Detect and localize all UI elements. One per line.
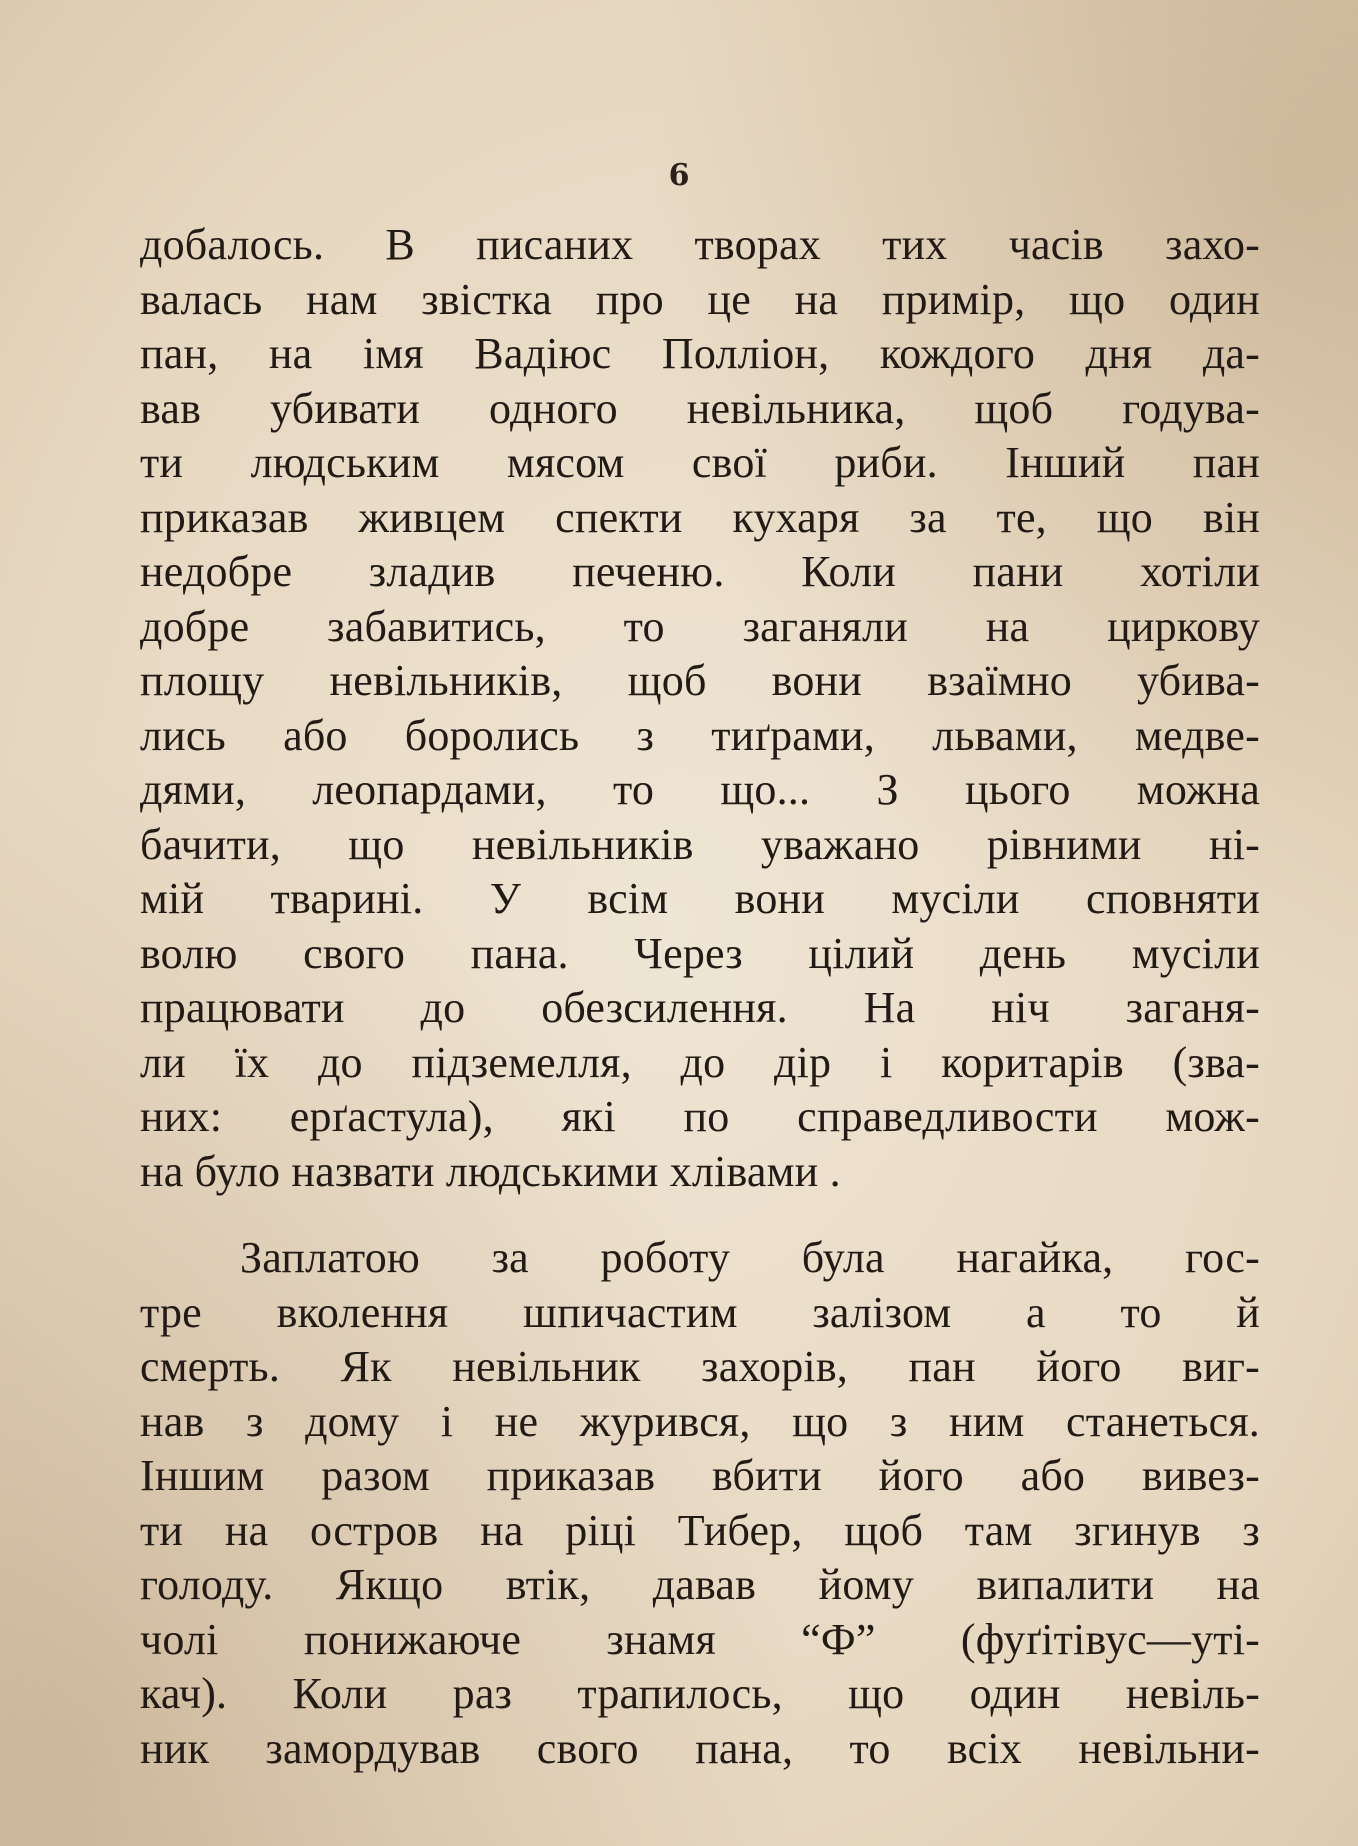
text-line: добре забавитись, то заганяли на циркову — [140, 601, 1260, 651]
text-line: добалось. В писаних творах тих часів захо- — [140, 220, 1260, 269]
text-line: ти на остров на ріці Тибер, щоб там згинув з — [140, 1505, 1260, 1555]
text-line: пан, на імя Вадіюс Полліон, кождого дня да- — [140, 329, 1260, 378]
text-line: площу невільників, щоб вони взаїмно убива- — [140, 656, 1260, 705]
paragraph-1 — [140, 218, 1260, 1199]
text-line: лись або боролись з тиґрами, львами, медве- — [140, 710, 1260, 760]
text-line: волю свого пана. Через цілий день мусіли — [140, 928, 1260, 978]
text-line: валась нам звістка про це на примір, що один — [140, 274, 1260, 324]
text-line: тре вколення шпичастим залізом а то й — [140, 1287, 1260, 1337]
text-line: приказав живцем спекти кухаря за те, що він — [140, 492, 1260, 542]
text-line: голоду. Якщо втік, давав йому випалити на — [140, 1560, 1260, 1609]
paragraph-2 — [140, 1231, 1260, 1776]
paragraph-gap — [140, 1199, 1260, 1231]
text-line: ли їх до підземелля, до дір і коритарів (зва- — [140, 1037, 1260, 1087]
text-line: кач). Коли раз трапилось, що один невіль- — [140, 1669, 1260, 1718]
text-line: мій тварині. У всім вони мусіли сповняти — [140, 874, 1260, 923]
text-line: Іншим разом приказав вбити його або вивез- — [140, 1451, 1260, 1500]
text-line: ти людським мясом свої риби. Інший пан — [140, 438, 1260, 487]
text-line: вав убивати одного невільника, щоб годува- — [140, 383, 1260, 433]
text-line: бачити, що невільників уважано рівними ні- — [140, 819, 1260, 869]
text-line: недобре зладив печеню. Коли пани хотіли — [140, 547, 1260, 596]
text-line: чолі понижаюче знамя “Ф” (фуґітівус—уті- — [140, 1614, 1260, 1664]
text-line: Заплатою за роботу була нагайка, гос- — [240, 1233, 1260, 1282]
text-line: ник замордував свого пана, то всіх невільни- — [140, 1723, 1260, 1773]
text-body — [140, 218, 1260, 1776]
text-line: них: ерґастула), які по справедливости мож- — [140, 1092, 1260, 1141]
text-line: дями, леопардами, то що... З цього можна — [140, 765, 1260, 814]
text-line: працювати до обезсилення. На ніч заганя- — [140, 983, 1260, 1032]
text-line: нав з дому і не журився, що з ним станеться. — [140, 1396, 1260, 1446]
text-line: смерть. Як невільник захорів, пан його виг- — [140, 1342, 1260, 1391]
text-line: на було назвати людськими хлівами . — [140, 1146, 841, 1196]
page-number: 6 — [668, 158, 690, 193]
